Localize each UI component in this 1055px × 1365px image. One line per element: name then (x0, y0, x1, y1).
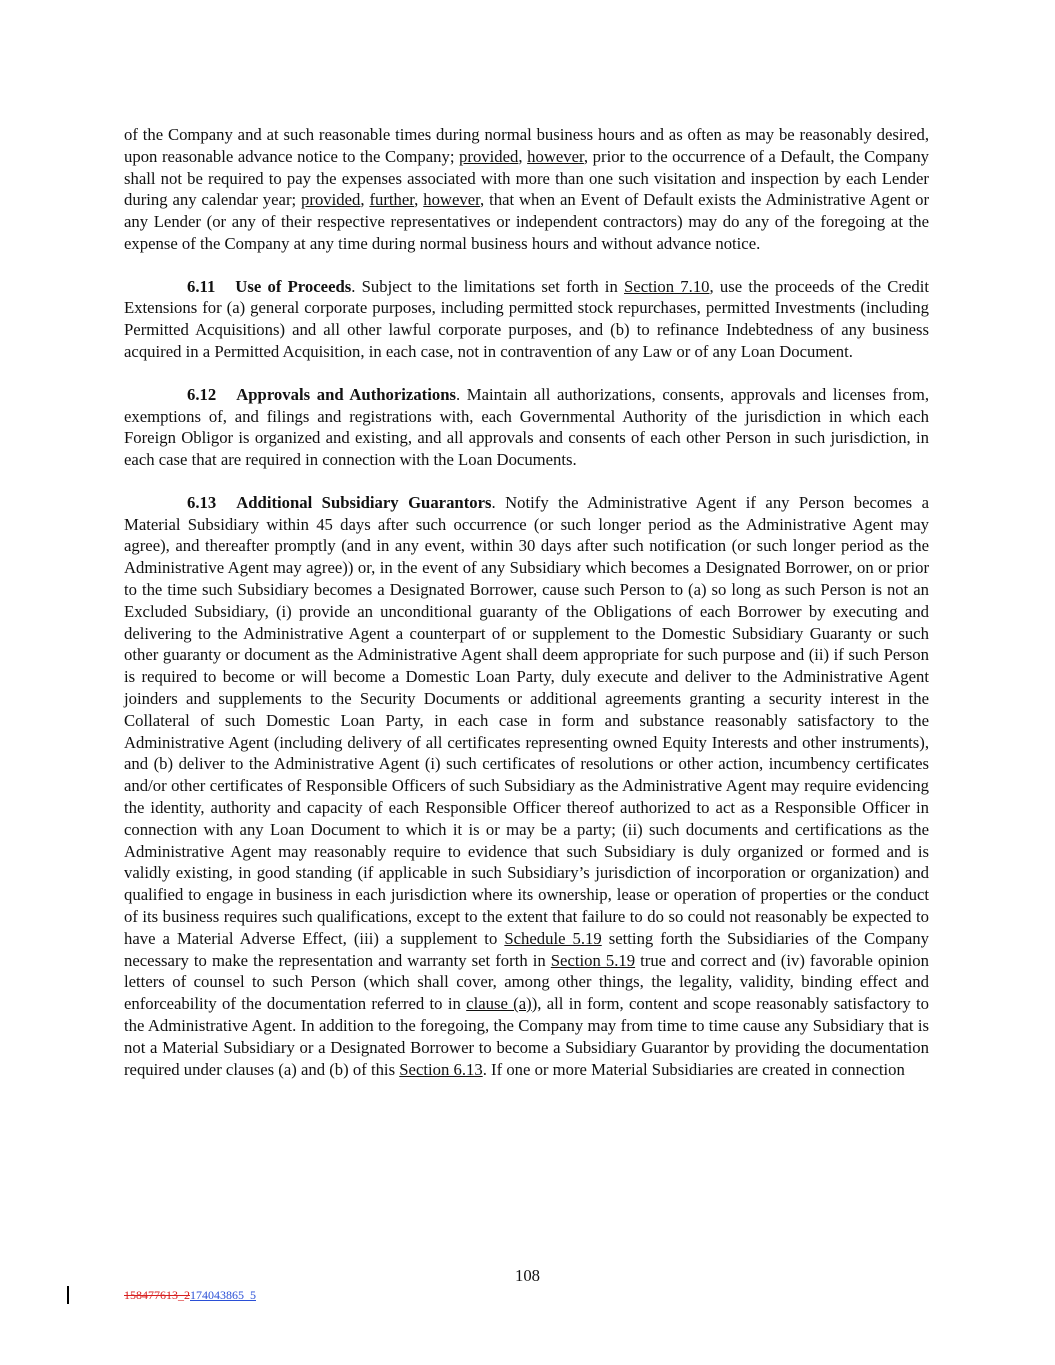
section-6-13 (124, 492, 929, 1081)
text: of the Company and at such reasonable times during normal business hours and as often as may be reasonably desired, upon reasonable advance notice to the Company; (124, 125, 929, 166)
document-id (124, 1288, 256, 1302)
clause-reference: clause (a) (466, 994, 532, 1014)
section-title: Additional Subsidiary Guarantors (236, 492, 492, 512)
underlined-term: provided (301, 190, 361, 210)
text: , use the proceeds of the Credit Extensions for (a) general corporate purposes, including permitted stock repurchases, permitted Investments (including Permitted Acquisitions) and all other lawful corporate purposes, and (b) to refinance Indebtedness of any business acquired in a Permitted Acquisition, in each case, not in contravention of any Law or of any Loan Document. (124, 276, 929, 362)
section-6-11 (124, 276, 929, 363)
text: . Notify the Administrative Agent if any Person becomes a Material Subsidiary within 45 days after such occurrence (or such longer period as the Administrative Agent may agree), and thereafter promptly (and in any event, within 30 days after such notification (or such longer period as the Administrative Agent may agree)) or, in the event of any Subsidiary which becomes a Designated Borrower, on or prior to the time such Subsidiary becomes a Designated Borrower, cause such Person to (a) so long as such Person is not an Excluded Subsidiary, (i) provide an unconditional guaranty of the Obligations of each Borrower by executing and delivering to the Administrative Agent a counterpart of or supplement to the Domestic Subsidiary Guaranty or such other guaranty or document as the Administrative Agent shall deem appropriate for such purpose and (ii) if such Person is required to become or will become a Domestic Loan Party, duly execute and deliver to the Administrative Agent joinders and supplements to the Security Documents or additional agreements granting a security interest in the Collateral of such Domestic Loan Party, in each case in form and substance reasonably satisfactory to the Administrative Agent (including delivery of all certificates representing owned Equity Interests and other instruments), and (b) deliver to the Administrative Agent (i) such certificates of resolutions or other action, incumbency certificates and/or other certificates of Responsible Officers of such Subsidiary as the Administrative Agent may require evidencing the identity, authority and capacity of each Responsible Officer thereof authorized to act as a Responsible Officer in connection with any Loan Document to which it is or may be a party; (ii) such documents and certifications as the Administrative Agent may reasonably require to evidence that such Subsidiary is duly organized or formed and is validly existing, in good standing (if applicable in such Subsidiary’s jurisdiction of incorporation or organization) and qualified to engage in business in each jurisdiction where its ownership, lease or operation of properties or the conduct of its business requires such qualifications, except to the extent that failure to do so could not reasonably be expected to have a Material Adverse Effect, (iii) a supplement to (124, 492, 929, 948)
paragraph-continuation (124, 124, 929, 255)
text: , (414, 190, 424, 210)
text: , (518, 146, 528, 166)
inserted-doc-id: 174043865_5 (190, 1288, 256, 1302)
section-reference: Section 7.10 (624, 276, 710, 296)
underlined-term: further (369, 190, 415, 210)
section-6-12 (124, 384, 929, 471)
page-number: 108 (514, 1266, 541, 1285)
section-reference: Section 5.19 (550, 950, 636, 970)
section-number: 6.13 (187, 492, 217, 512)
text: ), all in form, content and scope reasonably satisfactory to the Administrative Agent. In addition to the foregoing, the Company may from time to time cause any Subsidiary that is not a Material Subsidiary or a Designated Borrower to become a Subsidiary Guarantor by providing the documentation required under clauses (a) and (b) of this (124, 994, 930, 1079)
revision-change-bar (67, 1286, 69, 1304)
underlined-term: provided (459, 146, 519, 166)
section-number: 6.11 (187, 276, 216, 296)
text: setting forth the Subsidiaries of the Company necessary to make the representation and warranty set forth in (124, 928, 929, 970)
text: true and correct and (iv) favorable opinion letters of counsel to such Person (which shall cover, among other things, the legality, validity, binding effect and enforceability of the documentation referred to in (124, 950, 929, 1014)
document-body (124, 124, 929, 1080)
text: , that when an Event of Default exists the Administrative Agent or any Lender (or any of their respective representatives or independent contractors) may do any of the foregoing at the expense of the Company at any time during normal business hours and without advance notice. (124, 190, 930, 253)
underlined-term: however (423, 190, 481, 210)
section-reference: Section 6.13 (399, 1059, 483, 1079)
deleted-doc-id: 158477613_2 (124, 1288, 190, 1302)
section-title: Use of Proceeds (235, 276, 352, 296)
text: . If one or more Material Subsidiaries are created in connection (482, 1059, 905, 1079)
text: . Maintain all authorizations, consents, approvals and licenses from, exemptions of, and filings and registrations with, each Governmental Authority of the jurisdiction in which each Foreign Obligor is organized and existing, and all approvals and consents of each other Person in such jurisdiction, in each case that are required in connection with the Loan Documents. (124, 384, 929, 470)
text: , (360, 190, 370, 210)
schedule-reference: Schedule 5.19 (504, 928, 602, 948)
section-title: Approvals and Authorizations (236, 384, 456, 404)
section-number: 6.12 (187, 384, 217, 404)
text: , prior to the occurrence of a Default, the Company shall not be required to pay the expenses associated with more than one such visitation and inspection by each Lender during any calendar year; (124, 146, 930, 210)
underlined-term: however (527, 146, 584, 166)
text: . Subject to the limitations set forth in (351, 276, 625, 296)
